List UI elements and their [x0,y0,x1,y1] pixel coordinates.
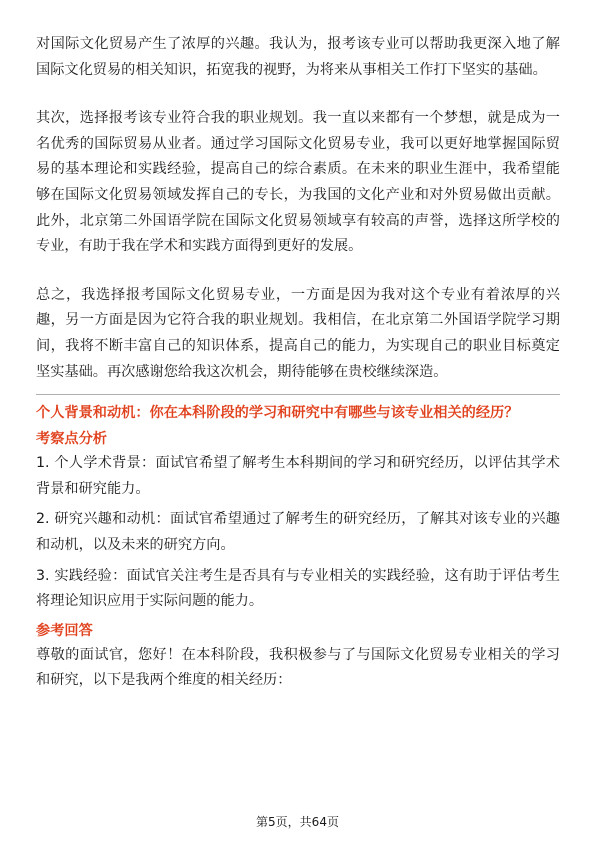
answer-title: 参考回答 [36,622,93,639]
page-content [36,32,560,694]
paragraph-gap [36,83,560,106]
paragraph-conclusion: 总之，我选择报考国际文化贸易专业，一方面是因为我对这个专业有着浓厚的兴趣，另一方面是因为它符合我的职业规划。我相信，在北京第二外国语学院学习期间，我将不断丰富自己的知识体系，提高自己的能力，为实现自己的职业目标奠定坚实基础。再次感谢您给我这次机会，期待能够在贵校继续深造。 [36,286,560,380]
analysis-item: 2. 研究兴趣和动机：面试官希望通过了解考生的研究经历，了解其对该专业的兴趣和动机，以及未来的研究方向。 [36,511,560,553]
analysis-item: 1. 个人学术背景：面试官希望了解考生本科期间的学习和研究经历，以评估其学术背景和研究能力。 [36,455,560,497]
paragraph-career-plan: 其次，选择报考该专业符合我的职业规划。我一直以来都有一个梦想，就是成为一名优秀的国际贸易从业者。通过学习国际文化贸易专业，我可以更好地掌握国际贸易的基本理论和实践经验，提高自己的综合素质。在未来的职业生涯中，我希望能够在国际文化贸易领域发挥自己的专长，为我国的文化产业和对外贸易做出贡献。此外，北京第二外国语学院在国际文化贸易领域享有较高的声誉，选择这所学校的专业，有助于我在学术和实践方面得到更好的发展。 [36,110,560,255]
page-number-footer: 第5页，共64页 [256,815,339,829]
paragraph-gap [36,260,560,283]
section-divider [36,394,560,395]
paragraph-intro-continued: 对国际文化贸易产生了浓厚的兴趣。我认为，报考该专业可以帮助我更深入地了解国际文化贸易的相关知识，拓宽我的视野，为将来从事相关工作打下坚实的基础。 [36,36,560,78]
analysis-title: 考察点分析 [36,431,107,448]
analysis-item: 3. 实践经验：面试官关注考生是否具有与专业相关的实践经验，这有助于评估考生将理论知识应用于实际问题的能力。 [36,567,560,610]
answer-text: 尊敬的面试官，您好！在本科阶段，我积极参与了与国际文化贸易专业相关的学习和研究，以下是我两个维度的相关经历： [36,646,560,689]
question-heading: 个人背景和动机：你在本科阶段的学习和研究中有哪些与该专业相关的经历？ [36,405,519,422]
